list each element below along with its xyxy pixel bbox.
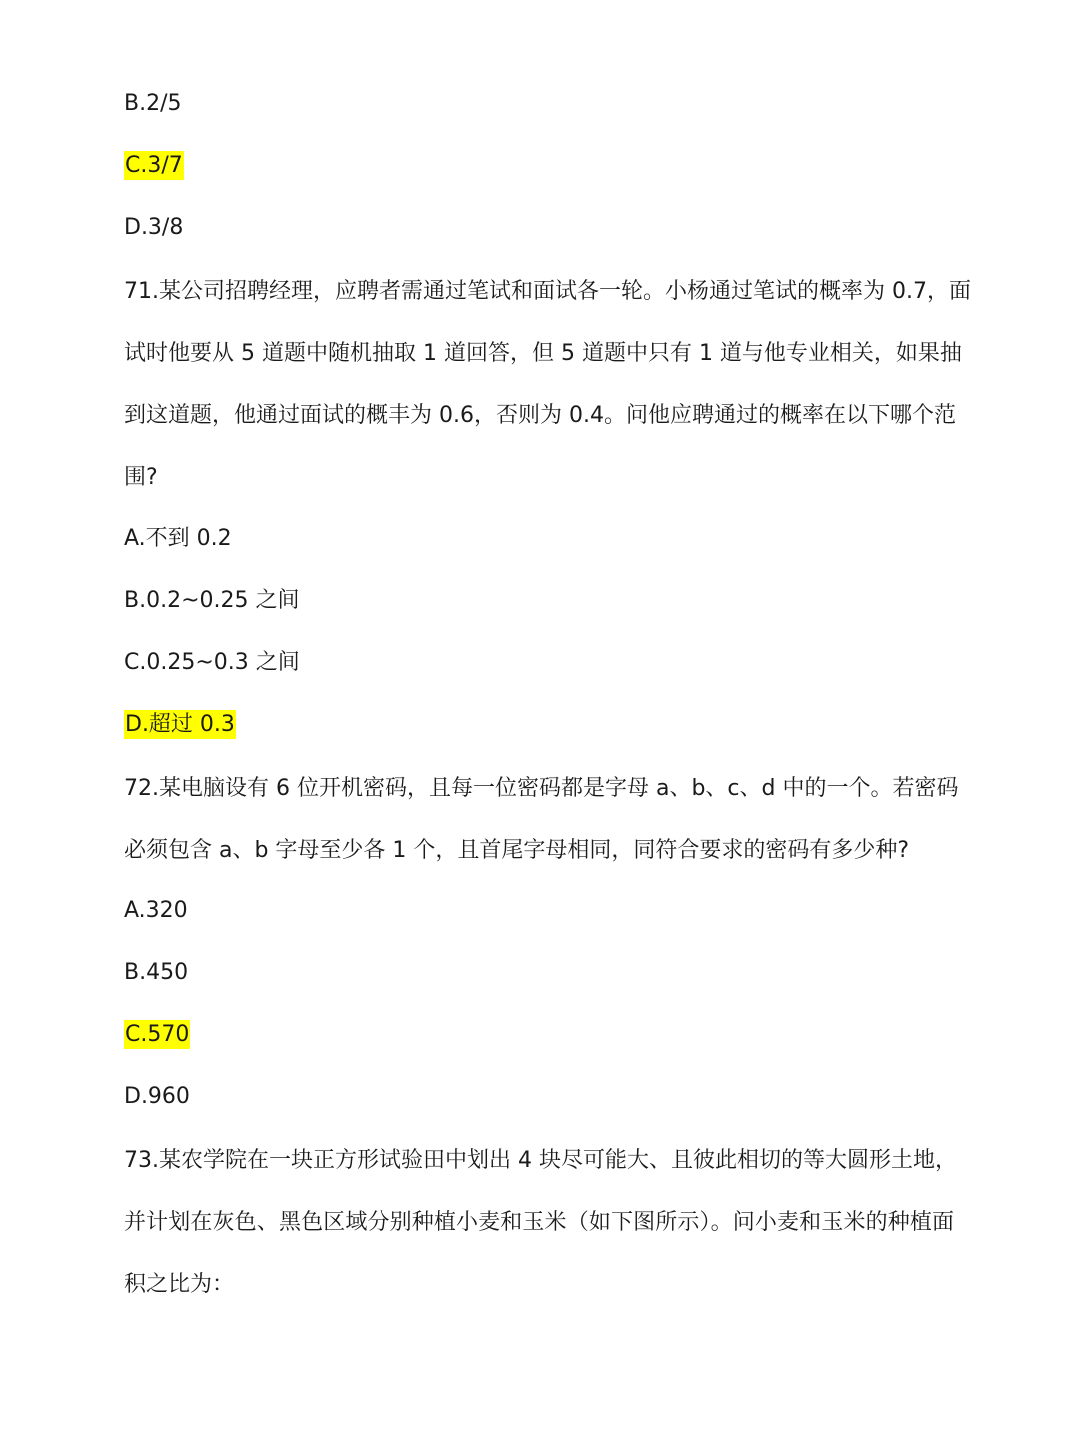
answer-highlight: C.3/7	[125, 153, 183, 178]
q72-option-c	[124, 1020, 190, 1050]
answer-highlight: D.超过 0.3	[125, 712, 235, 737]
q70-option-b: B.2/5	[124, 91, 182, 116]
q71-option-c: C.0.25~0.3 之间	[124, 650, 300, 675]
q71-option-b: B.0.2~0.25 之间	[124, 588, 300, 613]
q71-stem-line: 围?	[124, 465, 158, 490]
q71-stem	[124, 261, 971, 509]
q73-stem-line: 73.某农学院在一块正方形试验田中划出 4 块尽可能大、且彼此相切的等大圆形土地，	[124, 1148, 957, 1173]
q71-option-d	[124, 710, 236, 740]
q72-option-b: B.450	[124, 960, 189, 985]
q71-stem-line: 71.某公司招聘经理，应聘者需通过笔试和面试各一轮。小杨通过笔试的概率为 0.7，面	[124, 279, 971, 304]
q71-stem-line: 试时他要从 5 道题中随机抽取 1 道回答，但 5 道题中只有 1 道与他专业相关，如果抽	[124, 341, 962, 366]
q73-stem-line: 并计划在灰色、黑色区域分别种植小麦和玉米（如下图所示）。问小麦和玉米的种植面	[124, 1210, 954, 1235]
q73-stem	[124, 1130, 957, 1316]
q72-option-d: D.960	[124, 1084, 190, 1109]
q72-stem	[124, 758, 959, 882]
q72-stem-line: 必须包含 a、b 字母至少各 1 个，且首尾字母相同，同符合要求的密码有多少种?	[124, 838, 910, 863]
q72-stem-line: 72.某电脑设有 6 位开机密码，且每一位密码都是字母 a、b、c、d 中的一个。若密码	[124, 776, 959, 801]
q71-option-a: A.不到 0.2	[124, 526, 232, 551]
q70-option-c	[124, 151, 184, 181]
q73-stem-line: 积之比为：	[124, 1272, 235, 1297]
q70-option-d: D.3/8	[124, 215, 184, 240]
answer-highlight: C.570	[125, 1022, 190, 1047]
q71-stem-line: 到这道题，他通过面试的概丰为 0.6，否则为 0.4。问他应聘通过的概率在以下哪个范	[124, 403, 956, 428]
q72-option-a: A.320	[124, 898, 188, 923]
